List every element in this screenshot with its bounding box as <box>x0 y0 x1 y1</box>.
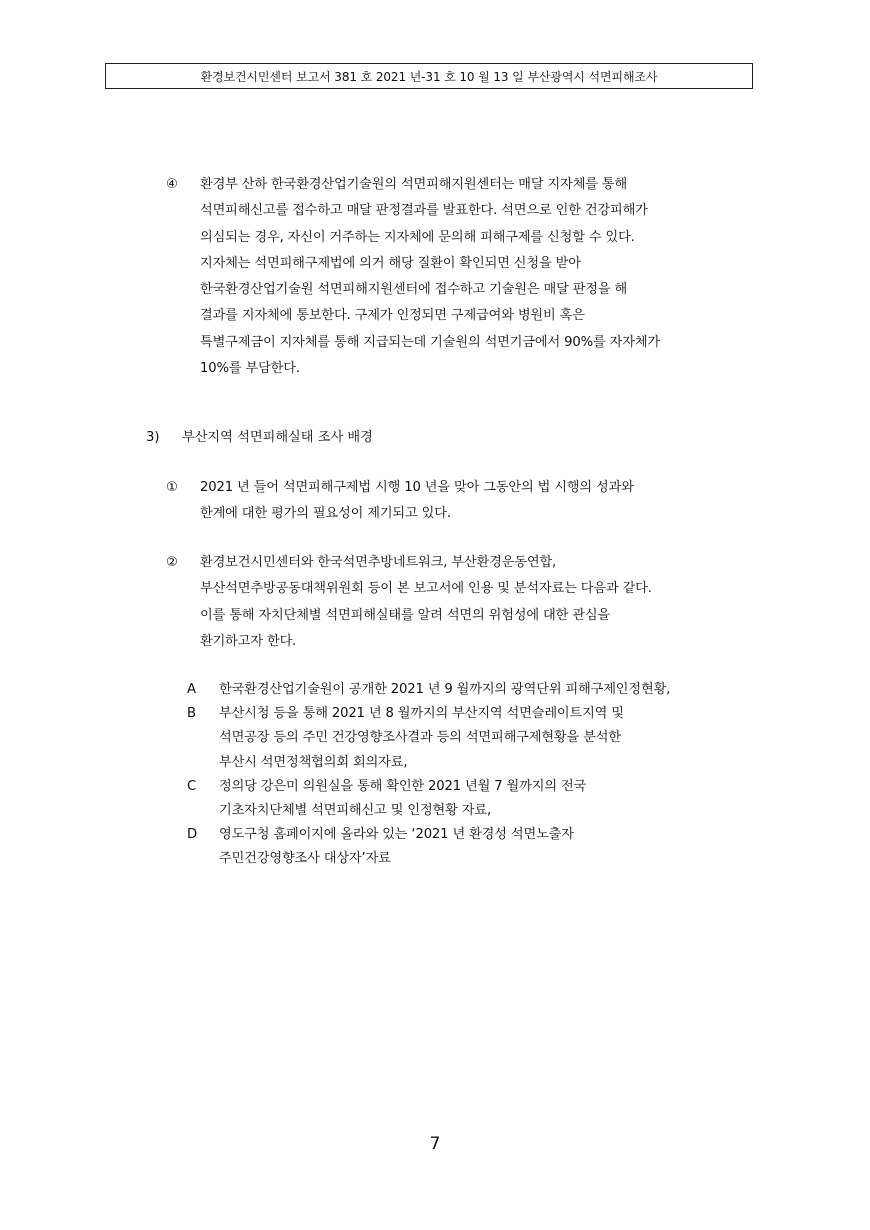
source-list <box>187 678 670 872</box>
item-2-marker: ② <box>166 555 178 570</box>
item-2-body <box>200 550 652 655</box>
source-line: 부산시 석면정책협의회 회의자료, <box>219 754 408 770</box>
running-header-text: 환경보건시민센터 보고서 381 호 2021 년-31 호 10 월 13 일 부산광역시 석면피해조사 <box>200 69 658 84</box>
item-2-line: 환기하고자 한다. <box>200 633 297 649</box>
page-number: 7 <box>429 1134 441 1154</box>
item-4-line: 특별구제금이 지자체를 통해 지급되는데 기술원의 석면기금에서 90%를 자자체가 <box>200 334 661 350</box>
source-line: 정의당 강은미 의원실을 통해 확인한 2021 년월 7 월까지의 전국 <box>219 778 587 794</box>
item-2-line: 부산석면추방공동대책위원회 등이 본 보고서에 인용 및 분석자료는 다음과 같다. <box>200 581 652 597</box>
item-1-paragraph <box>166 475 634 528</box>
item-2-line: 이를 통해 자치단체별 석면피해실태를 알려 석면의 위험성에 대한 관심을 <box>200 607 611 623</box>
source-item-c <box>187 775 670 823</box>
item-4-line: 10%를 부담한다. <box>200 361 300 377</box>
section-3-heading <box>146 428 373 448</box>
source-item-a <box>187 678 670 702</box>
section-3-number: 3) <box>146 430 160 445</box>
item-2-line: 환경보건시민센터와 한국석면추방네트워크, 부산환경운동연합, <box>200 555 557 570</box>
item-4-line: 석면피해신고를 접수하고 매달 판정결과를 발표한다. 석면으로 인한 건강피해가 <box>200 203 648 219</box>
item-4-paragraph <box>166 172 660 382</box>
source-line: 석면공장 등의 주민 건강영향조사결과 등의 석면피해구제현황을 분석한 <box>219 730 621 746</box>
item-1-body <box>200 475 634 528</box>
item-4-marker: ④ <box>166 177 178 192</box>
item-4-line: 한국환경산업기술원 석면피해지원센터에 접수하고 기술원은 매달 판정을 해 <box>200 282 628 298</box>
source-line: 한국환경산업기술원이 공개한 2021 년 9 월까지의 광역단위 피해구제인정현황, <box>219 682 671 697</box>
source-line: 주민건강영향조사 대상자’자료 <box>219 851 391 867</box>
item-1-marker: ① <box>166 480 178 495</box>
item-2-paragraph <box>166 550 652 655</box>
item-1-line: 한계에 대한 평가의 필요성이 제기되고 있다. <box>200 506 451 522</box>
source-marker: B <box>187 706 196 722</box>
item-4-body <box>200 172 660 382</box>
source-marker: C <box>187 778 197 794</box>
item-4-line: 결과를 지자체에 통보한다. 구제가 인정되면 구제급여와 병원비 혹은 <box>200 308 585 324</box>
section-3-title: 부산지역 석면피해실태 조사 배경 <box>181 430 373 445</box>
running-header <box>105 63 753 89</box>
item-1-line: 2021 년 들어 석면피해구제법 시행 10 년을 맞아 그동안의 법 시행의 성과와 <box>200 480 634 495</box>
source-line: 기초자치단체별 석면피해신고 및 인정현황 자료, <box>219 803 491 819</box>
source-marker: D <box>187 827 198 843</box>
source-line: 부산시청 등을 통해 2021 년 8 월까지의 부산지역 석면슬레이트지역 및 <box>219 706 624 722</box>
source-line: 영도구청 홈페이지에 올라와 있는 ‘2021 년 환경성 석면노출자 <box>219 827 574 843</box>
item-4-line: 환경부 산하 한국환경산업기술원의 석면피해지원센터는 매달 지자체를 통해 <box>200 177 628 192</box>
source-item-d <box>187 823 670 871</box>
item-4-line: 의심되는 경우, 자신이 거주하는 지자체에 문의해 피해구제를 신청할 수 있다. <box>200 229 635 245</box>
source-marker: A <box>187 682 196 697</box>
item-4-line: 지자체는 석면피해구제법에 의거 해당 질환이 확인되면 신청을 받아 <box>200 255 581 271</box>
source-item-b <box>187 702 670 775</box>
